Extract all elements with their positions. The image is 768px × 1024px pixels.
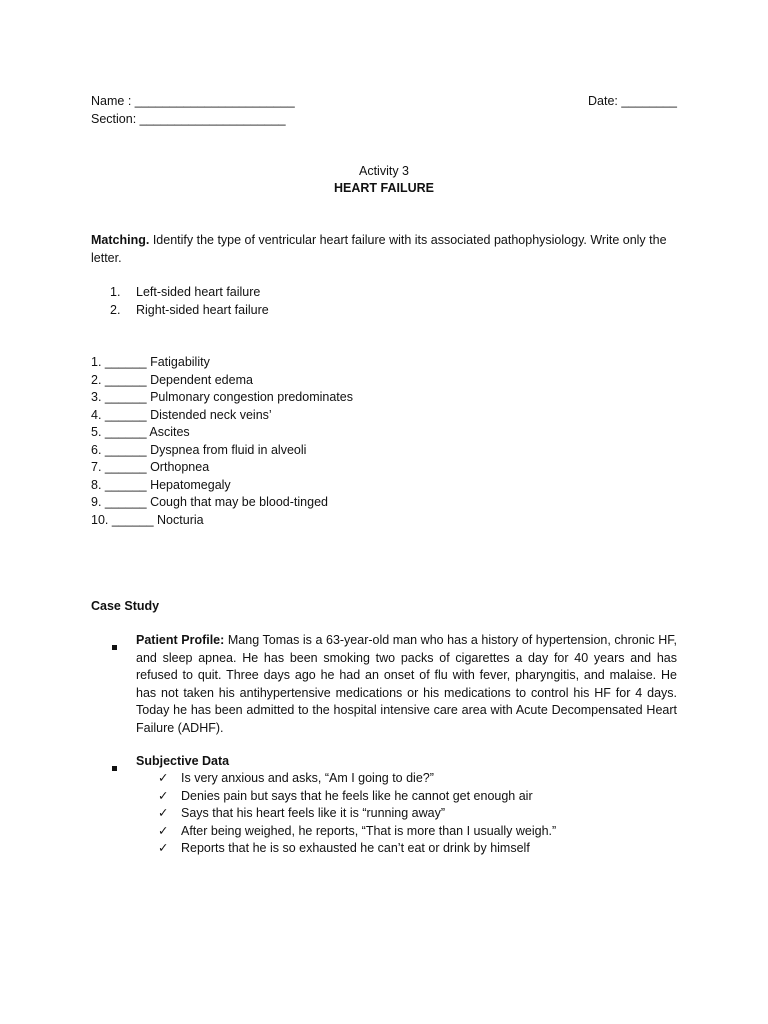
subjective-item (158, 840, 556, 858)
patient-profile-text: Mang Tomas is a 63-year-old man who has a history of hypertension, chronic HF, and sleep apnea. He has been smoking two packs of cigarettes a day for 40 years and has refused to quit. Three days ago he had an onset of flu with fever, pharyngitis, and malaise. He has not taken his antihypertensive medications or his medications to control his HF for 4 days. Today he has been admitted to the hospital intensive care area with Acute Decompensated Heart Failure (ADHF). (136, 633, 677, 735)
matching-item: 10. ______ Nocturia (91, 512, 204, 527)
checkmark-icon: ✓ (158, 841, 169, 855)
case-study-heading: Case Study (91, 599, 160, 613)
worksheet-title: HEART FAILURE (334, 181, 434, 195)
name-field-label: Name : _______________________ (91, 94, 295, 108)
heart-failure-types-list (110, 284, 269, 319)
matching-item: 3. ______ Pulmonary congestion predominates (91, 390, 353, 404)
type-number: 2. (110, 302, 121, 317)
activity-number: Activity 3 (358, 164, 409, 178)
matching-instruction (91, 232, 681, 267)
type-number: 1. (110, 285, 121, 299)
type-item (110, 284, 269, 302)
subjective-item-text: Says that his heart feels like it is “running away” (181, 806, 446, 820)
matching-item: 9. ______ Cough that may be blood-tinged (91, 495, 328, 509)
subjective-item-text: After being weighed, he reports, “That is more than I usually weigh.” (181, 823, 557, 838)
square-bullet-icon (112, 638, 117, 656)
checkmark-icon: ✓ (158, 771, 169, 785)
square-bullet-icon (112, 759, 117, 777)
section-field-label: Section: _____________________ (91, 112, 286, 126)
matching-item: 2. ______ Dependent edema (91, 372, 253, 387)
patient-profile-label: Patient Profile: (136, 633, 225, 647)
subjective-item (158, 805, 556, 823)
matching-item: 1. ______ Fatigability (91, 355, 210, 369)
checkmark-icon: ✓ (158, 806, 169, 820)
matching-item: 6. ______ Dyspnea from fluid in alveoli (91, 442, 307, 457)
subjective-item-text: Is very anxious and asks, “Am I going to die?” (181, 771, 434, 785)
subjective-item (158, 788, 556, 806)
subjective-item-text: Reports that he is so exhausted he can’t eat or drink by himself (181, 841, 530, 855)
matching-item: 4. ______ Distended neck veins’ (91, 407, 272, 422)
matching-heading: Matching. (91, 233, 150, 247)
matching-item: 5. ______ Ascites (91, 425, 190, 439)
patient-profile (136, 632, 677, 737)
subjective-data-list (158, 770, 556, 858)
type-label: Left-sided heart failure (136, 285, 261, 299)
checkmark-icon: ✓ (158, 823, 169, 838)
type-item (110, 302, 269, 320)
checkmark-icon: ✓ (158, 788, 169, 803)
matching-item: 8. ______ Hepatomegaly (91, 477, 231, 492)
matching-instruction-text: Identify the type of ventricular heart failure with its associated pathophysiology. Write only the letter. (91, 233, 667, 265)
type-label: Right-sided heart failure (136, 302, 269, 317)
date-field-label: Date: ________ (588, 94, 677, 108)
subjective-item (158, 823, 556, 841)
subjective-item-text: Denies pain but says that he feels like he cannot get enough air (181, 788, 533, 803)
matching-items-list (91, 354, 353, 529)
matching-item: 7. ______ Orthopnea (91, 460, 210, 474)
subjective-data-heading: Subjective Data (136, 754, 230, 768)
subjective-item (158, 770, 556, 788)
